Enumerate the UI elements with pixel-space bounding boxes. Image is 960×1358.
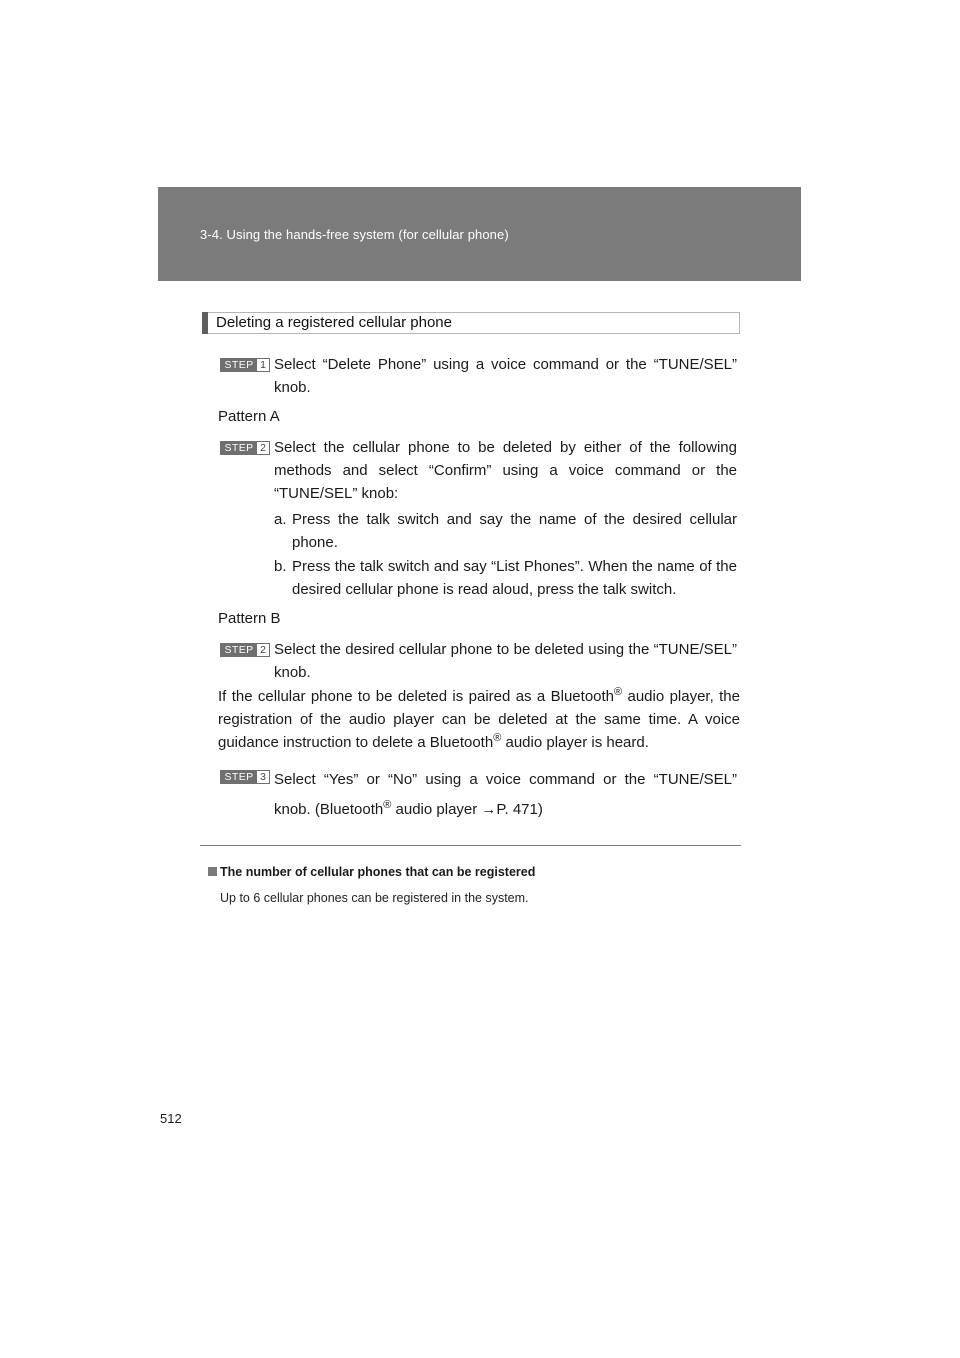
- step-label: STEP: [221, 359, 257, 371]
- option-marker: b.: [274, 558, 287, 575]
- note-text: If the cellular phone to be deleted is paired as a Bluetooth: [218, 688, 615, 705]
- pattern-a-title: Pattern A: [218, 408, 280, 425]
- chapter-title: 3-4. Using the hands-free system (for cellular phone): [200, 227, 509, 242]
- pattern-b-title: Pattern B: [218, 610, 281, 627]
- step-2b-badge: [220, 643, 270, 657]
- step-3-text-part: Select “Yes” or “No” using a voice command or the “TUNE/SEL” knob. (Bluetooth: [274, 771, 737, 818]
- arrow-icon: →: [481, 801, 497, 818]
- step-3-text: [274, 765, 737, 825]
- step-label: STEP: [221, 644, 257, 656]
- step-number: 2: [260, 644, 266, 656]
- heading-accent-bar: [202, 312, 208, 334]
- option-b: [274, 555, 737, 601]
- option-marker: a.: [274, 511, 287, 528]
- page-number: 512: [160, 1111, 182, 1126]
- step-label: STEP: [221, 771, 257, 783]
- chapter-header: [158, 187, 801, 281]
- step-3-badge: [220, 770, 270, 784]
- step-2a-badge: [220, 441, 270, 455]
- option-text: Press the talk switch and say the name of the desired cellular phone.: [292, 511, 737, 551]
- note-text: audio player, the registration of the audio player can be deleted at the same time. A voice guidance instruction to delete a Bluetooth: [218, 688, 740, 751]
- registered-mark: ®: [614, 686, 623, 698]
- registered-mark: ®: [493, 732, 502, 744]
- option-text: Press the talk switch and say “List Phones”. When the name of the desired cellular phone is read aloud, press the talk switch.: [292, 558, 737, 598]
- bluetooth-note: [218, 685, 740, 754]
- step-number: 2: [260, 442, 266, 454]
- step-number: 1: [260, 359, 266, 371]
- note-text: audio player is heard.: [501, 734, 649, 751]
- registered-mark: ®: [383, 799, 392, 811]
- step-label: STEP: [221, 442, 257, 454]
- info-heading-text: The number of cellular phones that can be registered: [220, 865, 536, 879]
- step-2b-text: Select the desired cellular phone to be deleted using the “TUNE/SEL” knob.: [274, 641, 737, 681]
- section-heading: [202, 312, 740, 334]
- section-heading-text: Deleting a registered cellular phone: [216, 314, 452, 331]
- divider: [200, 845, 741, 846]
- info-body: Up to 6 cellular phones can be registered in the system.: [220, 891, 529, 905]
- info-heading: [208, 865, 535, 879]
- option-a: [274, 508, 737, 554]
- step-2a-text: Select the cellular phone to be deleted by either of the following methods and select “Confirm” using a voice command or the “TUNE/SEL” knob:: [274, 439, 737, 502]
- square-bullet-icon: [208, 867, 217, 876]
- step-3-text-part: audio player: [391, 801, 482, 818]
- page-reference: P. 471): [496, 801, 543, 818]
- step-1-badge: [220, 358, 270, 372]
- step-1-text: Select “Delete Phone” using a voice command or the “TUNE/SEL” knob.: [274, 356, 737, 396]
- step-number: 3: [260, 771, 266, 783]
